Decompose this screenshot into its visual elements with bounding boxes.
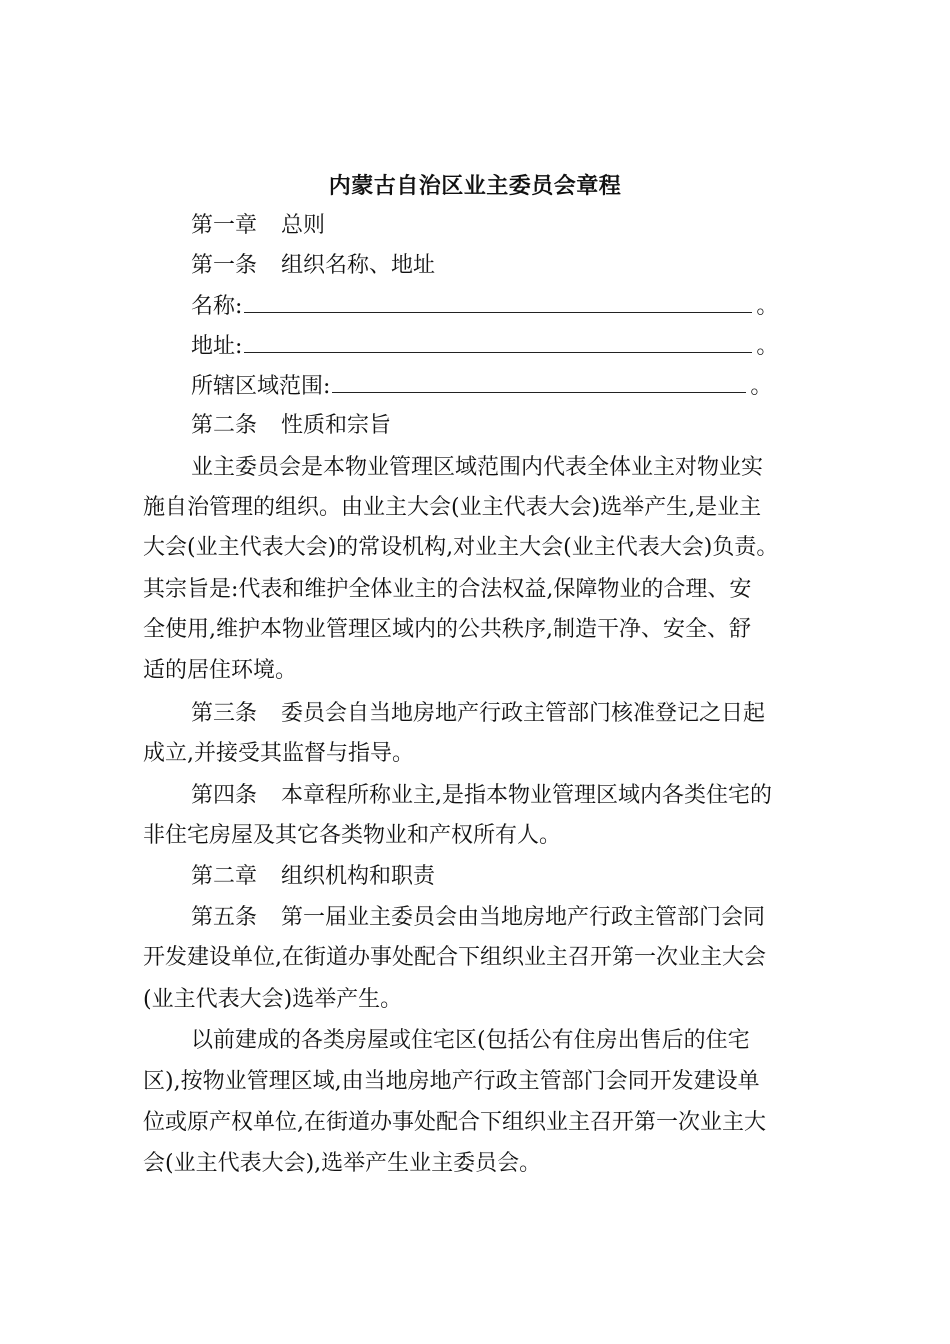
article-text: 本章程所称业主,是指本物业管理区域内各类住宅的 (281, 783, 773, 808)
address-blank (244, 330, 752, 353)
article-label: 第三条 (191, 701, 258, 726)
area-field-line (191, 370, 772, 403)
name-field-end: 。 (756, 294, 779, 319)
article-label: 第五条 (191, 905, 258, 930)
article-label: 第一条 (191, 253, 258, 278)
document-title: 内蒙古自治区业主委员会章程 (328, 173, 622, 199)
name-field-line (191, 290, 778, 323)
chapter-1-heading (191, 210, 325, 242)
article-text: 委员会自当地房地产行政主管部门核准登记之日起 (281, 701, 766, 726)
address-field-label: 地址: (191, 334, 243, 359)
area-field-label: 所辖区域范围: (191, 374, 331, 399)
paragraph-line: 以前建成的各类房屋或住宅区(包括公有住房出售后的住宅 (191, 1028, 750, 1053)
paragraph-line: 施自治管理的组织。由业主大会(业主代表大会)选举产生,是业主 (143, 495, 762, 520)
article-label: 第二条 (191, 413, 258, 438)
name-blank (244, 290, 752, 313)
paragraph-line: (业主代表大会)选举产生。 (143, 987, 403, 1012)
paragraph-line: 适的居住环境。 (143, 658, 298, 683)
paragraph-line: 开发建设单位,在街道办事处配合下组织业主召开第一次业主大会 (143, 945, 766, 970)
address-field-line (191, 330, 778, 363)
name-field-label: 名称: (191, 294, 243, 319)
article-label: 第四条 (191, 783, 258, 808)
chapter-title: 总则 (281, 213, 326, 238)
paragraph-line: 位或原产权单位,在街道办事处配合下组织业主召开第一次业主大 (143, 1110, 766, 1135)
article-4-line (191, 780, 772, 812)
article-1-heading (191, 250, 435, 282)
article-3-line (191, 698, 765, 730)
paragraph-line: 其宗旨是:代表和维护全体业主的合法权益,保障物业的合理、安 (143, 577, 752, 602)
address-field-end: 。 (756, 334, 779, 359)
paragraph-line: 区),按物业管理区域,由当地房地产行政主管部门会同开发建设单 (143, 1069, 760, 1094)
article-2-heading (191, 410, 391, 442)
paragraph-line: 大会(业主代表大会)的常设机构,对业主大会(业主代表大会)负责。 (143, 535, 779, 560)
area-blank (332, 370, 746, 393)
chapter-title: 组织机构和职责 (281, 864, 436, 889)
article-title: 性质和宗旨 (281, 413, 392, 438)
article-5-line (191, 902, 765, 934)
paragraph-line: 成立,并接受其监督与指导。 (143, 741, 414, 766)
paragraph-line: 会(业主代表大会),选举产生业主委员会。 (143, 1151, 542, 1176)
paragraph-line: 业主委员会是本物业管理区域范围内代表全体业主对物业实 (191, 455, 764, 480)
chapter-label: 第一章 (191, 213, 258, 238)
chapter-2-heading (191, 861, 435, 893)
chapter-label: 第二章 (191, 864, 258, 889)
paragraph-line: 非住宅房屋及其它各类物业和产权所有人。 (143, 823, 562, 848)
article-title: 组织名称、地址 (281, 253, 436, 278)
area-field-end: 。 (750, 374, 773, 399)
article-text: 第一届业主委员会由当地房地产行政主管部门会同 (281, 905, 766, 930)
paragraph-line: 全使用,维护本物业管理区域内的公共秩序,制造干净、安全、舒 (143, 617, 751, 642)
